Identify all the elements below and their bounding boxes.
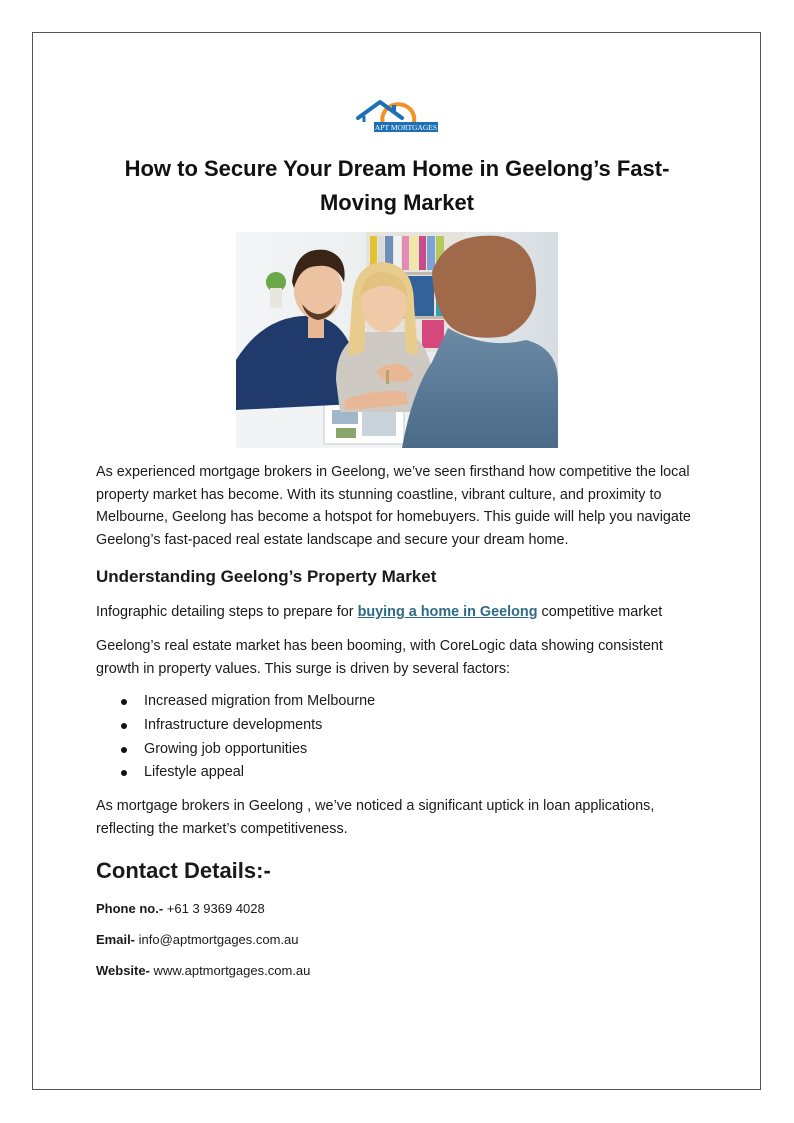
page-title: How to Secure Your Dream Home in Geelong’s Fast-Moving Market [124, 156, 670, 215]
list-item: Increased migration from Melbourne [144, 690, 702, 714]
buying-home-geelong-link[interactable]: buying a home in Geelong [357, 604, 538, 621]
website-label: Website- [96, 963, 150, 979]
contact-phone-row [96, 900, 702, 918]
phone-value: +61 3 9369 4028 [163, 901, 265, 917]
intro-paragraph: As experienced mortgage brokers in Geelong, we’ve seen firsthand how competitive the local property market has become. With its stunning coastline, vibrant culture, and proximity to Melbourne, Geelong has become a hotspot for homebuyers. This guide will help you navigate Geelong’s fast-paced real estate landscape and secure your dream home. [96, 464, 691, 548]
phone-label: Phone no.- [96, 901, 164, 917]
list-item: Lifestyle appeal [144, 761, 702, 785]
infographic-caption-suffix: competitive market [537, 604, 663, 621]
article-body [96, 461, 702, 993]
email-value: info@aptmortgages.com.au [135, 932, 299, 948]
list-item: Growing job opportunities [144, 738, 702, 762]
contact-heading: Contact Details:- [96, 858, 271, 884]
contact-email-row [96, 931, 702, 949]
section-heading-property-market: Understanding Geelong’s Property Market [96, 567, 437, 587]
logo-text: APT MORTGAGES [374, 123, 438, 132]
infographic-caption [96, 601, 702, 624]
contact-website-row [96, 962, 702, 980]
website-value: www.aptmortgages.com.au [149, 963, 311, 979]
couple-receiving-keys-photo [236, 232, 558, 448]
closing-paragraph: As mortgage brokers in Geelong , we’ve noticed a significant uptick in loan applications, reflecting the market’s competitiveness. [96, 797, 655, 837]
infographic-caption-prefix: Infographic detailing steps to prepare for [96, 604, 358, 621]
market-paragraph: Geelong’s real estate market has been booming, with CoreLogic data showing consistent growth in property values. This surge is driven by several factors: [96, 637, 663, 677]
email-label: Email- [96, 932, 136, 948]
list-item: Infrastructure developments [144, 714, 702, 738]
apt-mortgages-logo [354, 96, 440, 136]
factors-list [96, 690, 702, 785]
